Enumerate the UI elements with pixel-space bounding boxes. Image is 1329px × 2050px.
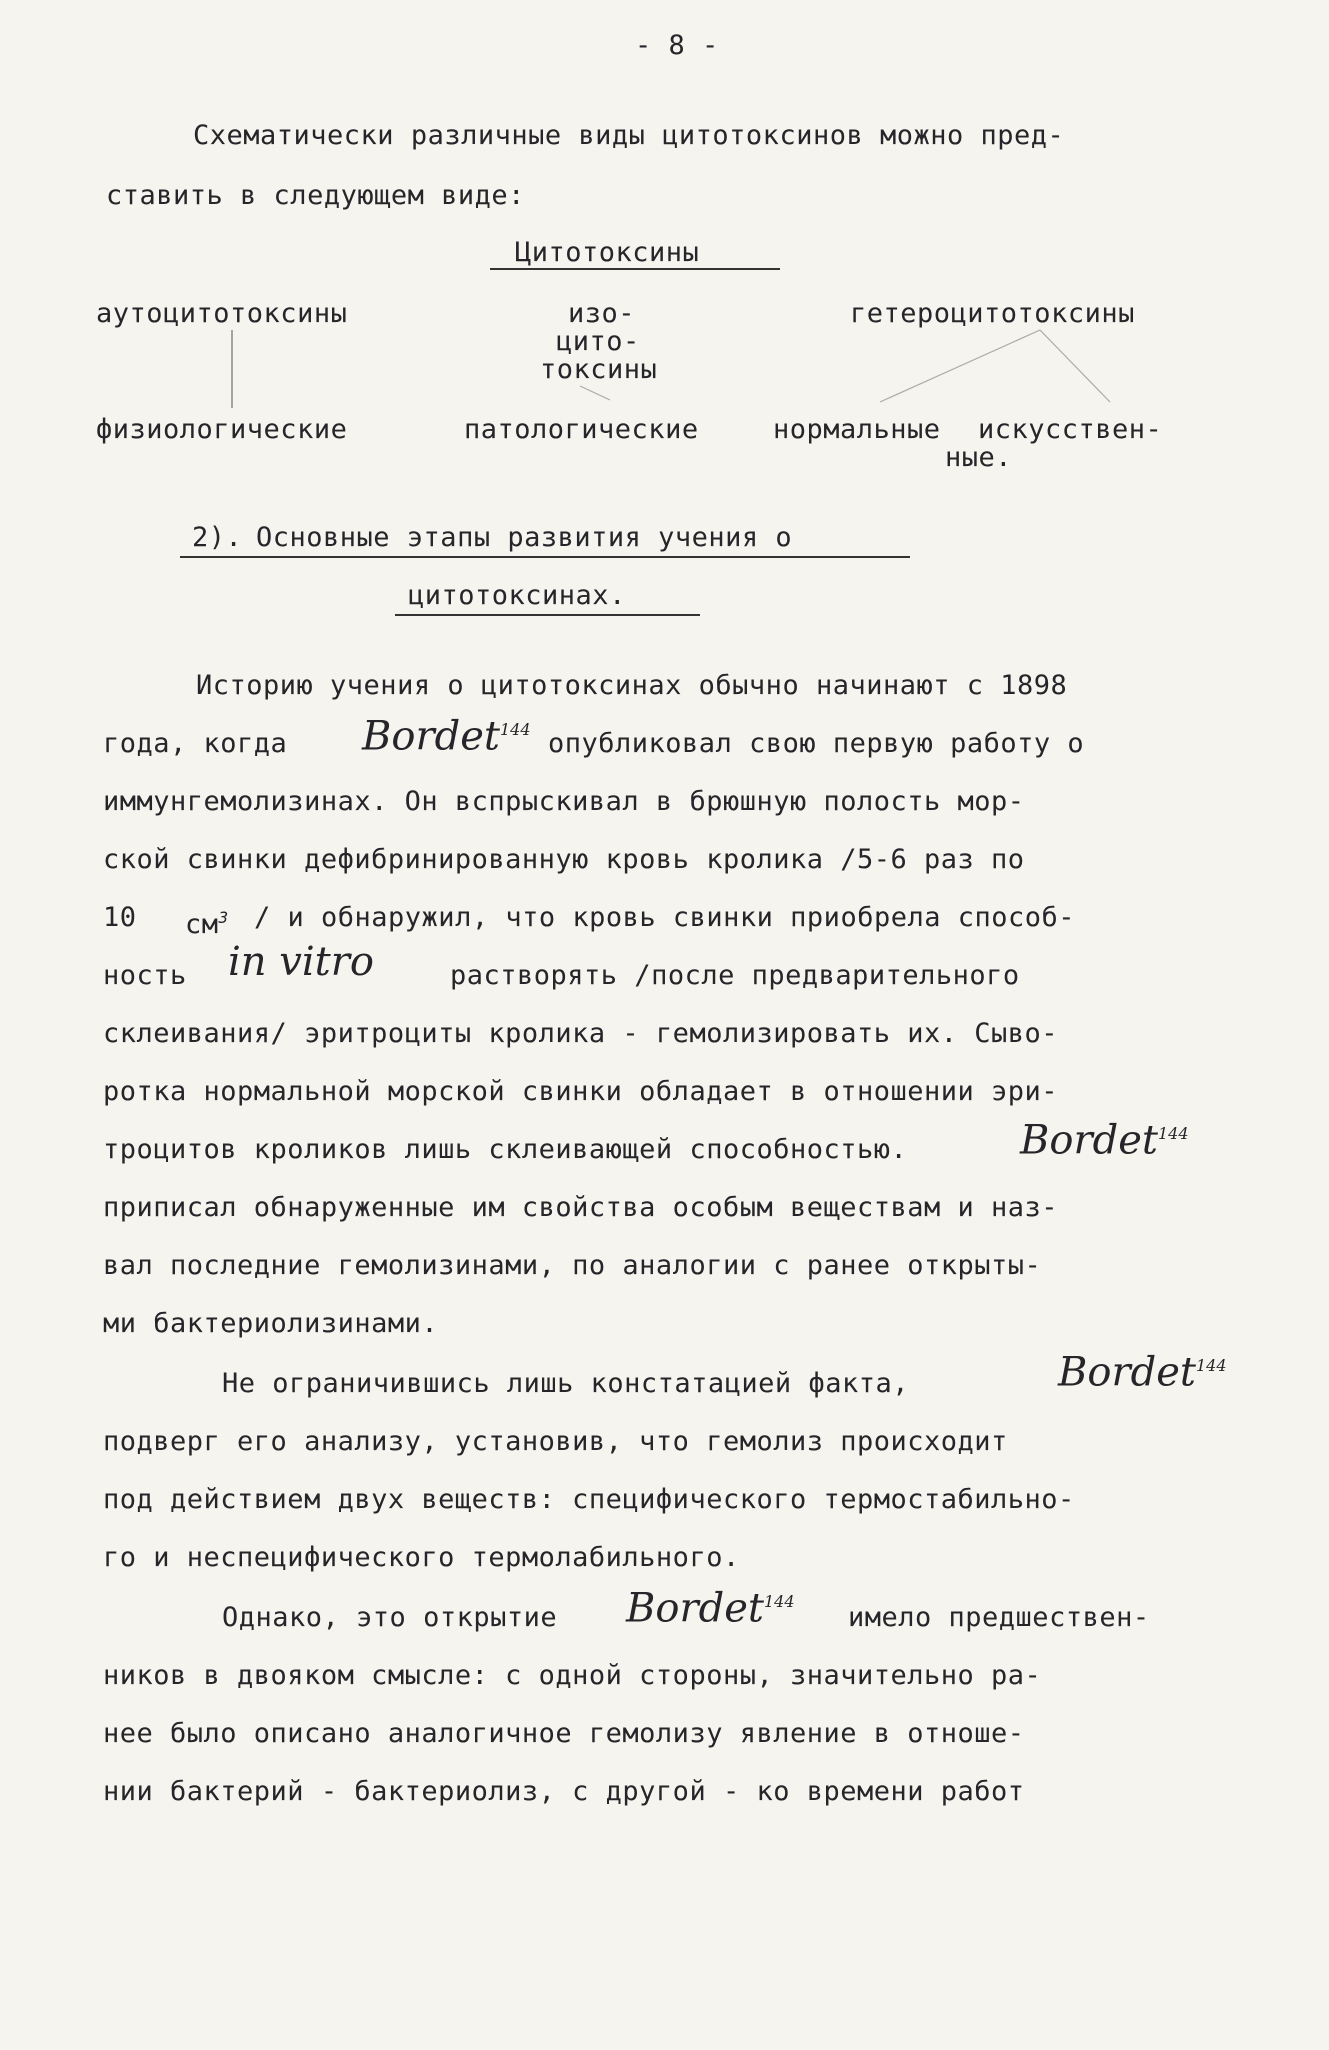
- p2-line-4: го и неспецифического термолабильного.: [103, 1542, 740, 1573]
- p1-line-10: приписал обнаруженные им свойства особым веществам и наз-: [103, 1192, 1059, 1223]
- intro-line-2: ставить в следующем виде:: [106, 180, 525, 211]
- p2-line-2: подверг его анализу, установив, что гемолиз происходит: [103, 1426, 1008, 1457]
- bordet-name: Bordet: [1058, 1349, 1196, 1396]
- p3-line-4: нии бактерий - бактериолиз, с другой - ко времени работ: [103, 1776, 1025, 1807]
- bordet-signature-3: [1058, 1348, 1227, 1396]
- p1-line-6a: ность: [103, 960, 187, 991]
- p2-line-1: Не ограничившись лишь констатацией факта,: [222, 1368, 909, 1399]
- scheme-iso-1: изо-: [568, 298, 636, 329]
- p3-line-3: нее было описано аналогичное гемолизу явление в отноше-: [103, 1718, 1025, 1749]
- p1-line-1: Историю учения о цитотоксинах обычно начинают с 1898: [196, 670, 1068, 701]
- intro-line-1: Схематически различные виды цитотоксинов можно пред-: [193, 120, 1065, 151]
- scheme-normal: нормальные: [773, 414, 941, 445]
- scheme-physio: физиологические: [96, 414, 348, 445]
- bordet-ref-number: 144: [763, 1592, 795, 1611]
- scheme-hetero: гетероцитотоксины: [850, 298, 1135, 329]
- p1-line-6c: растворять /после предварительного: [450, 960, 1020, 991]
- p1-line-7: склеивания/ эритроциты кролика - гемолизировать их. Сыво-: [103, 1018, 1059, 1049]
- section-title-line-1: Основные этапы развития учения о: [256, 522, 793, 553]
- unit-cubic: 3: [218, 908, 229, 927]
- section-number: 2).: [192, 522, 243, 553]
- scheme-artificial-2: ные.: [945, 442, 1013, 473]
- bordet-ref-number: 144: [1195, 1356, 1227, 1375]
- p1-line-5c: / и обнаружил, что кровь свинки приобрела способ-: [254, 902, 1076, 933]
- p1-line-5b: [185, 900, 229, 943]
- unit-cm: см: [185, 909, 219, 940]
- p1-line-8: ротка нормальной морской свинки обладает в отношении эри-: [103, 1076, 1059, 1107]
- p1-line-9: троцитов кроликов лишь склеивающей способностью.: [103, 1134, 908, 1165]
- p3-line-1b: имело предшествен-: [848, 1602, 1150, 1633]
- p1-line-2b: опубликовал свою первую работу о: [548, 728, 1085, 759]
- p3-line-1a: Однако, это открытие: [222, 1602, 558, 1633]
- scheme-patho: патологические: [464, 414, 699, 445]
- section-title-underline-1: [180, 556, 910, 558]
- p2-line-3: под действием двух веществ: специфического термостабильно-: [103, 1484, 1075, 1515]
- bordet-name: Bordet: [362, 713, 500, 760]
- scheme-artificial-1: искусствен-: [978, 414, 1163, 445]
- p1-line-5a: 10: [103, 902, 137, 933]
- in-vitro-handwritten: in vitro: [228, 939, 374, 985]
- section-title-line-2: цитотоксинах.: [408, 580, 626, 611]
- p1-line-11: вал последние гемолизинами, по аналогии с ранее открыты-: [103, 1250, 1042, 1281]
- bordet-signature-4: [626, 1584, 795, 1632]
- section-title-underline-2: [395, 614, 700, 616]
- scheme-auto: аутоцитотоксины: [96, 298, 348, 329]
- bordet-name: Bordet: [1020, 1117, 1158, 1164]
- bordet-ref-number: 144: [1157, 1124, 1189, 1143]
- p1-line-4: ской свинки дефибринированную кровь кролика /5-6 раз по: [103, 844, 1025, 875]
- scheme-root: Цитотоксины: [515, 237, 700, 268]
- p1-line-12: ми бактериолизинами.: [103, 1308, 439, 1339]
- p1-line-3: иммунгемолизинах. Он вспрыскивал в брюшную полость мор-: [103, 786, 1025, 817]
- page-number: - 8 -: [635, 30, 719, 61]
- bordet-name: Bordet: [626, 1585, 764, 1632]
- bordet-ref-number: 144: [499, 720, 531, 739]
- bordet-signature-1: [362, 712, 531, 760]
- p3-line-2: ников в двояком смысле: с одной стороны, значительно ра-: [103, 1660, 1042, 1691]
- scheme-iso-3: токсины: [540, 354, 658, 385]
- bordet-signature-2: [1020, 1116, 1189, 1164]
- p1-line-2a: года, когда: [103, 728, 288, 759]
- scheme-iso-2: цито-: [556, 326, 640, 357]
